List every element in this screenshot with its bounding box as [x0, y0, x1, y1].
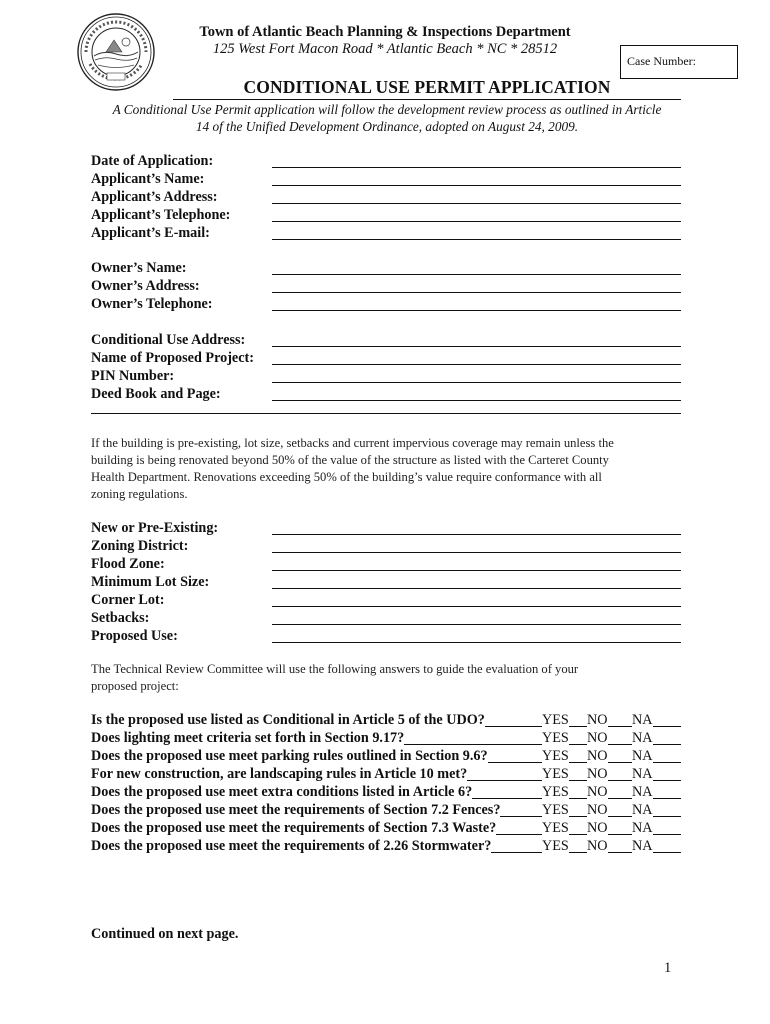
- question-text: Does the proposed use meet the requirements of Section 7.2 Fences?: [91, 802, 501, 818]
- field-applicant-address: [91, 189, 681, 207]
- field-label: PIN Number:: [91, 368, 175, 384]
- field-line[interactable]: [272, 570, 681, 571]
- option-na[interactable]: NA: [632, 730, 653, 746]
- field-line[interactable]: [272, 400, 681, 401]
- field-setbacks: [91, 610, 681, 628]
- option-na[interactable]: NA: [632, 712, 653, 728]
- field-line[interactable]: [272, 606, 681, 607]
- paragraph-line: The Technical Review Committee will use the following answers to guide the evaluation of your: [91, 662, 579, 676]
- intro-line: 14 of the Unified Development Ordinance, adopted on August 24, 2009.: [195, 119, 579, 134]
- field-label: Setbacks:: [91, 610, 150, 626]
- question-text: Does the proposed use meet the requirements of Section 7.3 Waste?: [91, 820, 497, 836]
- question-text: Does the proposed use meet extra conditions listed in Article 6?: [91, 784, 473, 800]
- option-yes[interactable]: YES: [542, 712, 569, 728]
- field-label: Applicant’s Telephone:: [91, 207, 231, 223]
- option-na[interactable]: NA: [632, 766, 653, 782]
- option-na[interactable]: NA: [632, 784, 653, 800]
- field-corner-lot: [91, 592, 681, 610]
- option-yes[interactable]: YES: [542, 730, 569, 746]
- paragraph-line: Health Department. Renovations exceeding 50% of the building’s value require conformance with all: [91, 470, 602, 484]
- field-pin-number: [91, 368, 681, 386]
- field-label: Owner’s Telephone:: [91, 296, 213, 312]
- question-row: [91, 820, 681, 838]
- field-label: New or Pre-Existing:: [91, 520, 219, 536]
- field-label: Minimum Lot Size:: [91, 574, 210, 590]
- field-line[interactable]: [272, 185, 681, 186]
- page-number: 1: [664, 960, 672, 976]
- question-text: Does the proposed use meet the requirements of 2.26 Stormwater?: [91, 838, 492, 854]
- field-label: Conditional Use Address:: [91, 332, 246, 348]
- option-yes[interactable]: YES: [542, 748, 569, 764]
- field-label: Deed Book and Page:: [91, 386, 221, 402]
- option-na[interactable]: NA: [632, 820, 653, 836]
- field-line[interactable]: [272, 534, 681, 535]
- field-new-or-preexisting: [91, 520, 681, 538]
- paragraph-line: If the building is pre-existing, lot size, setbacks and current impervious coverage may remain unless the: [91, 436, 614, 450]
- field-label: Owner’s Name:: [91, 260, 187, 276]
- trc-paragraph: [91, 661, 683, 695]
- field-owner-telephone: [91, 296, 681, 314]
- question-text: Is the proposed use listed as Conditional in Article 5 of the UDO?: [91, 712, 485, 728]
- field-conditional-use-address: [91, 332, 681, 350]
- field-line[interactable]: [272, 346, 681, 347]
- question-row: [91, 712, 681, 730]
- field-label: Proposed Use:: [91, 628, 178, 644]
- form-title: CONDITIONAL USE PERMIT APPLICATION: [173, 77, 681, 100]
- question-text: For new construction, are landscaping rules in Article 10 met?: [91, 766, 468, 782]
- option-na[interactable]: NA: [632, 802, 653, 818]
- option-no[interactable]: NO: [587, 712, 608, 728]
- option-yes[interactable]: YES: [542, 784, 569, 800]
- field-label: Zoning District:: [91, 538, 189, 554]
- option-no[interactable]: NO: [587, 784, 608, 800]
- field-line[interactable]: [272, 552, 681, 553]
- field-line[interactable]: [272, 382, 681, 383]
- field-label: Name of Proposed Project:: [91, 350, 254, 366]
- field-line[interactable]: [272, 624, 681, 625]
- field-line[interactable]: [272, 642, 681, 643]
- field-line[interactable]: [272, 274, 681, 275]
- field-label: Flood Zone:: [91, 556, 165, 572]
- field-zoning-district: [91, 538, 681, 556]
- question-text: Does the proposed use meet parking rules outlined in Section 9.6?: [91, 748, 488, 764]
- case-number-label: Case Number:: [627, 54, 696, 68]
- field-label: Date of Application:: [91, 153, 214, 169]
- field-line[interactable]: [272, 167, 681, 168]
- option-na[interactable]: NA: [632, 748, 653, 764]
- field-flood-zone: [91, 556, 681, 574]
- option-yes[interactable]: YES: [542, 838, 569, 854]
- case-number-box[interactable]: [620, 45, 738, 79]
- question-row: [91, 838, 681, 856]
- field-owner-name: [91, 260, 681, 278]
- field-line[interactable]: [272, 588, 681, 589]
- field-owner-address: [91, 278, 681, 296]
- option-no[interactable]: NO: [587, 802, 608, 818]
- field-label: Applicant’s Address:: [91, 189, 218, 205]
- field-applicant-email: [91, 225, 681, 243]
- field-proposed-use: [91, 628, 681, 646]
- field-label: Applicant’s Name:: [91, 171, 205, 187]
- field-proposed-project-name: [91, 350, 681, 368]
- option-no[interactable]: NO: [587, 730, 608, 746]
- field-line[interactable]: [272, 292, 681, 293]
- question-row: [91, 766, 681, 784]
- option-na[interactable]: NA: [632, 838, 653, 854]
- department-name: Town of Atlantic Beach Planning & Inspections Department: [199, 24, 571, 40]
- field-label: Owner’s Address:: [91, 278, 200, 294]
- question-row: [91, 784, 681, 802]
- option-no[interactable]: NO: [587, 766, 608, 782]
- intro-line: A Conditional Use Permit application will follow the development review process as outlined in Article: [112, 102, 662, 117]
- question-row: [91, 748, 681, 766]
- field-applicant-telephone: [91, 207, 681, 225]
- paragraph-line: building is being renovated beyond 50% of the value of the structure as listed with the Carteret County: [91, 453, 609, 467]
- field-line[interactable]: [272, 310, 681, 311]
- field-date-of-application: [91, 153, 681, 171]
- option-yes[interactable]: YES: [542, 802, 569, 818]
- question-text: Does lighting meet criteria set forth in Section 9.17?: [91, 730, 405, 746]
- field-label: Applicant’s E-mail:: [91, 225, 210, 241]
- option-no[interactable]: NO: [587, 838, 608, 854]
- field-label: Corner Lot:: [91, 592, 165, 608]
- field-minimum-lot-size: [91, 574, 681, 592]
- blank-line[interactable]: [91, 413, 681, 414]
- continued-note: Continued on next page.: [91, 926, 239, 942]
- question-row: [91, 730, 681, 748]
- field-line[interactable]: [272, 239, 681, 240]
- intro-text: [92, 101, 682, 135]
- field-line[interactable]: [272, 221, 681, 222]
- preexisting-paragraph: [91, 435, 683, 503]
- paragraph-line: proposed project:: [91, 679, 179, 693]
- field-line[interactable]: [272, 364, 681, 365]
- field-line[interactable]: [272, 203, 681, 204]
- option-yes[interactable]: YES: [542, 766, 569, 782]
- question-row: [91, 802, 681, 820]
- paragraph-line: zoning regulations.: [91, 487, 188, 501]
- option-yes[interactable]: YES: [542, 820, 569, 836]
- option-no[interactable]: NO: [587, 748, 608, 764]
- option-no[interactable]: NO: [587, 820, 608, 836]
- department-address: 125 West Fort Macon Road * Atlantic Beach * NC * 28512: [212, 41, 558, 57]
- field-applicant-name: [91, 171, 681, 189]
- field-deed-book-page: [91, 386, 681, 404]
